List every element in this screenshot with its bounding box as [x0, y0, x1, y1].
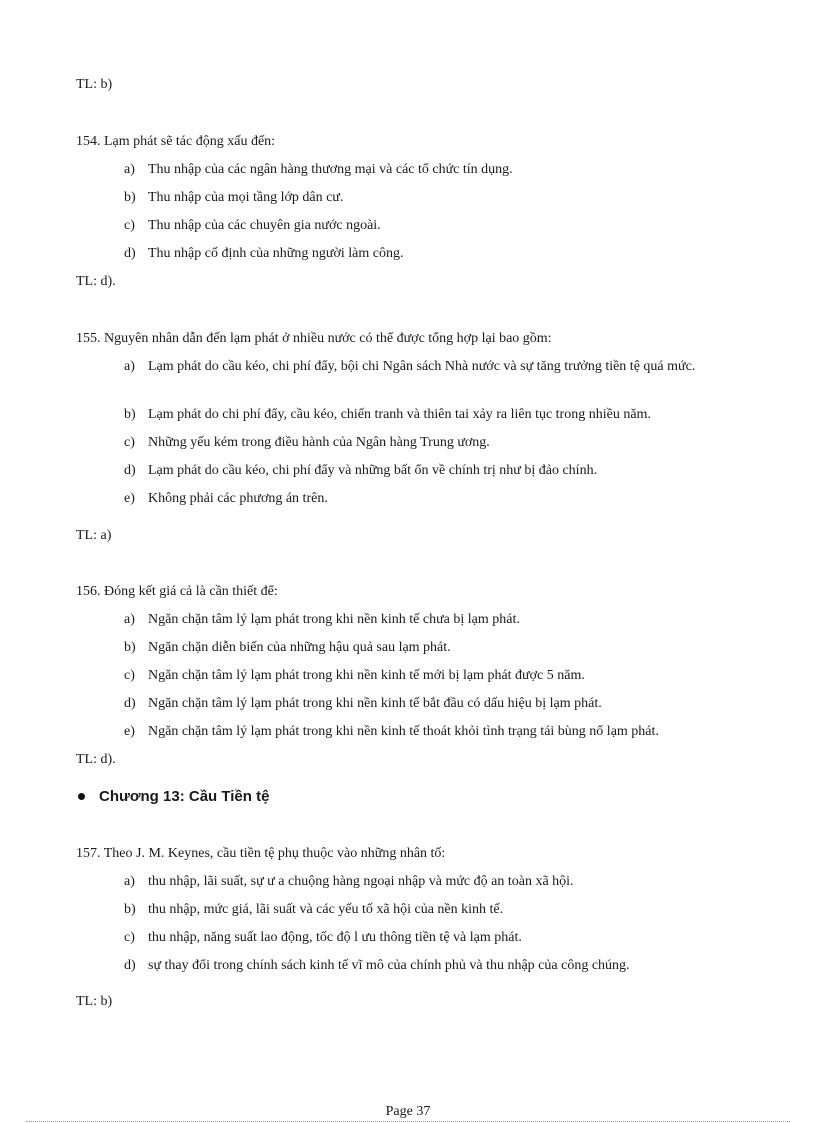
q155-option-e: [124, 490, 328, 508]
q157-option-c: [124, 929, 522, 947]
option-label: d): [124, 696, 136, 711]
answer-154: TL: d).: [76, 274, 116, 289]
answer-156: TL: d).: [76, 752, 116, 767]
option-label: e): [124, 491, 135, 506]
question-155: 155. Nguyên nhân dẫn đến lạm phát ở nhiều nước có thể được tổng hợp lại bao gồm:: [76, 331, 552, 346]
option-text: thu nhập, năng suất lao động, tốc độ l ưu thông tiền tệ và lạm phát.: [148, 930, 522, 945]
q154-option-d: [124, 245, 403, 263]
option-label: c): [124, 668, 135, 683]
q156-option-d: [124, 695, 602, 713]
option-text: Thu nhập cố định của những người làm công.: [148, 246, 404, 261]
option-label: a): [124, 162, 135, 177]
option-text: sự thay đổi trong chính sách kinh tế vĩ mô của chính phủ và thu nhập của công chúng.: [148, 958, 630, 973]
option-label: a): [124, 874, 135, 889]
option-text: Thu nhập của các chuyên gia nước ngoài.: [148, 218, 381, 233]
q155-option-d: [124, 462, 597, 480]
option-label: c): [124, 218, 135, 233]
option-label: a): [124, 359, 135, 374]
q154-option-b: [124, 189, 343, 207]
question-154: 154. Lạm phát sẽ tác động xấu đến:: [76, 134, 276, 149]
option-label: d): [124, 246, 136, 261]
chapter-title: Chương 13: Cầu Tiền tệ: [99, 788, 270, 805]
option-label: b): [124, 190, 136, 205]
option-text: Ngăn chặn tâm lý lạm phát trong khi nền kinh tế thoát khỏi tình trạng tái bùng nổ lạm phát.: [148, 724, 659, 739]
footer-divider: [26, 1121, 790, 1122]
option-text: Ngăn chặn diễn biến của những hậu quả sau lạm phát.: [148, 640, 451, 655]
question-157: 157. Theo J. M. Keynes, cầu tiền tệ phụ thuộc vào những nhân tố:: [76, 846, 446, 861]
option-text: Không phải các phương án trên.: [148, 491, 328, 506]
option-text: Thu nhập của mọi tầng lớp dân cư.: [148, 190, 344, 205]
question-156: 156. Đóng kết giá cả là cần thiết để:: [76, 584, 278, 599]
bullet-icon: [78, 793, 85, 800]
option-label: e): [124, 724, 135, 739]
option-text: thu nhập, mức giá, lãi suất và các yếu tố xã hội của nền kinh tế.: [148, 902, 504, 917]
option-text: Những yếu kém trong điều hành của Ngân hàng Trung ương.: [148, 435, 490, 450]
page-number: Page 37: [385, 1104, 431, 1119]
answer-155: TL: a): [76, 528, 112, 543]
option-label: d): [124, 463, 136, 478]
q155-option-b: [124, 406, 651, 424]
option-text: Lạm phát do cầu kéo, chi phí đẩy và những bất ổn về chính trị như bị đảo chính.: [148, 463, 598, 478]
q156-option-a: [124, 611, 520, 629]
option-label: b): [124, 902, 136, 917]
q156-option-b: [124, 639, 451, 657]
option-text: thu nhập, lãi suất, sự ư a chuộng hàng ngoại nhập và mức độ an toàn xã hội.: [148, 874, 574, 889]
option-label: a): [124, 612, 135, 627]
answer-prev: TL: b): [76, 77, 113, 92]
q157-option-b: [124, 901, 503, 919]
option-text: Lạm phát do cầu kéo, chi phí đẩy, bội chi Ngân sách Nhà nước và sự tăng trưởng tiền tệ quá mức.: [148, 359, 696, 374]
option-text: Ngăn chặn tâm lý lạm phát trong khi nền kinh tế chưa bị lạm phát.: [148, 612, 520, 627]
answer-157: TL: b): [76, 994, 113, 1009]
option-label: c): [124, 930, 135, 945]
q154-option-c: [124, 217, 381, 235]
option-label: c): [124, 435, 135, 450]
q155-option-c: [124, 434, 490, 452]
q154-option-a: [124, 161, 513, 179]
q157-option-d: [124, 957, 630, 975]
option-text: Ngăn chặn tâm lý lạm phát trong khi nền kinh tế bắt đầu có dấu hiệu bị lạm phát.: [148, 696, 602, 711]
option-label: b): [124, 640, 136, 655]
option-label: b): [124, 407, 136, 422]
q156-option-e: [124, 723, 659, 741]
chapter-heading: [78, 787, 269, 807]
q155-option-a: [124, 358, 760, 376]
q157-option-a: [124, 873, 574, 891]
option-text: Ngăn chặn tâm lý lạm phát trong khi nền kinh tế mới bị lạm phát được 5 năm.: [148, 668, 585, 683]
q156-option-c: [124, 667, 585, 685]
option-label: d): [124, 958, 136, 973]
option-text: Lạm phát do chi phí đẩy, cầu kéo, chiến tranh và thiên tai xảy ra liên tục trong nhiều năm.: [148, 407, 651, 422]
option-text: Thu nhập của các ngân hàng thương mại và các tổ chức tín dụng.: [148, 162, 513, 177]
